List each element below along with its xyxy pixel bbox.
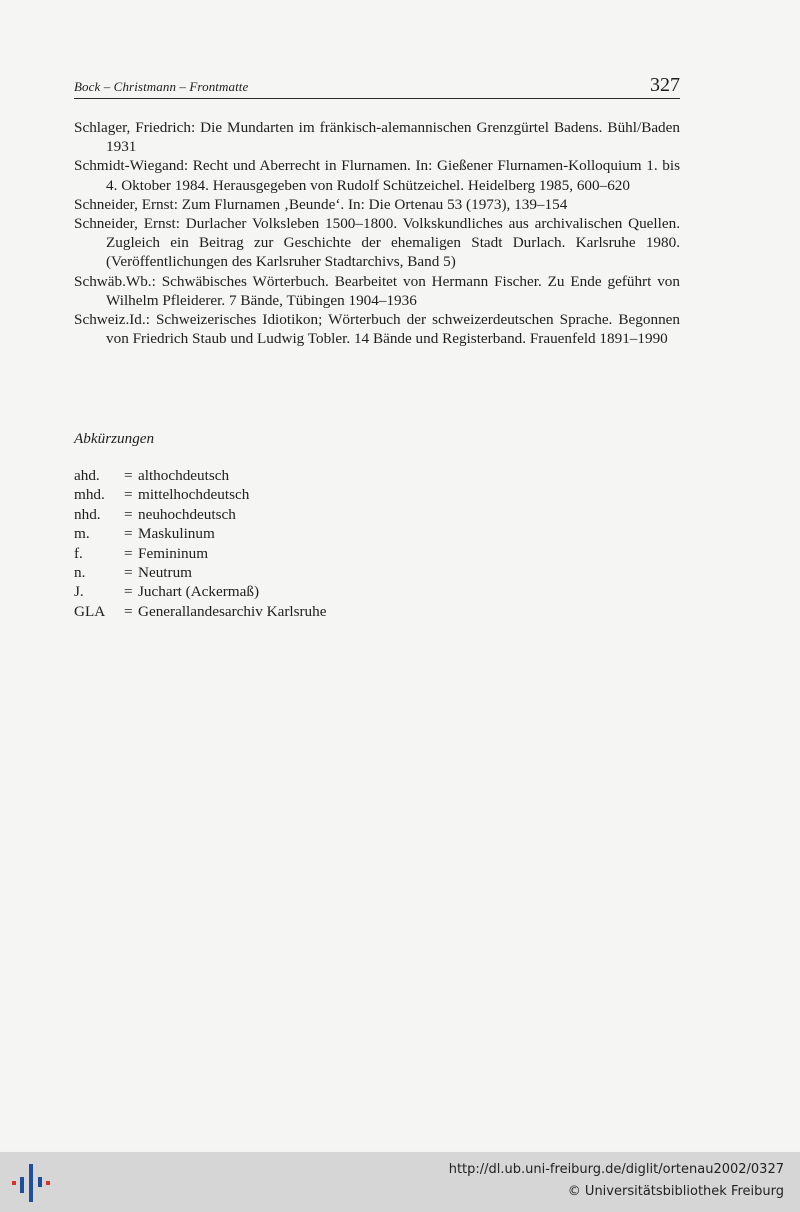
abbreviation-row [74, 602, 327, 621]
abbreviation-meaning: Femininum [138, 544, 209, 562]
abbreviation-row [74, 485, 327, 504]
equals-sign: = [124, 525, 133, 543]
equals-sign: = [124, 564, 133, 582]
abbreviation-row [74, 563, 327, 582]
permalink-url[interactable]: http://dl.ub.uni-freiburg.de/diglit/ortenau2002/0327 [448, 1162, 784, 1177]
logo-bar-red-right [46, 1181, 50, 1185]
logo-bar-blue-tall [29, 1164, 33, 1202]
logo-bar-blue-short [20, 1177, 24, 1193]
abbreviations-heading: Abkürzungen [74, 430, 155, 447]
abbreviation: m. [74, 525, 90, 543]
abbreviation-row [74, 582, 327, 601]
equals-sign: = [124, 486, 133, 504]
abbreviation-row [74, 505, 327, 524]
abbreviation-row [74, 524, 327, 543]
bibliography-entry: Schweiz.Id.: Schweizerisches Idiotikon; Wörterbuch der schweizerdeutschen Sprache. Begonnen von Friedrich Staub und Ludwig Tobler. 14 Bände und Registerband. Frauenfeld 1891–1990 [74, 311, 680, 348]
abbreviations-list [74, 466, 327, 621]
abbreviation-meaning: Neutrum [138, 564, 192, 582]
abbreviation-meaning: Juchart (Ackermaß) [138, 583, 260, 601]
library-logo-icon [12, 1164, 52, 1202]
equals-sign: = [124, 602, 133, 620]
equals-sign: = [124, 583, 133, 601]
abbreviation-meaning: neuhochdeutsch [138, 505, 236, 523]
page-header [74, 74, 680, 99]
abbreviation-meaning: althochdeutsch [138, 467, 230, 484]
bibliography-list [74, 118, 680, 348]
page-number: 327 [650, 74, 680, 96]
equals-sign: = [124, 467, 133, 484]
abbreviation: mhd. [74, 486, 105, 504]
abbreviation: n. [74, 564, 86, 582]
abbreviation: f. [74, 544, 83, 562]
bibliography-entry: Schwäb.Wb.: Schwäbisches Wörterbuch. Bearbeitet von Hermann Fischer. Zu Ende geführt von Wilhelm Pfleiderer. 7 Bände, Tübingen 1904–1936 [74, 272, 680, 309]
logo-bar-red-left [12, 1181, 16, 1185]
copyright-notice: © Universitätsbibliothek Freiburg [567, 1184, 784, 1199]
equals-sign: = [124, 544, 133, 562]
abbreviation-meaning: Maskulinum [138, 525, 215, 543]
running-head: Bock – Christmann – Frontmatte [74, 79, 249, 94]
abbreviation: ahd. [74, 467, 100, 484]
abbreviation-meaning: mittelhochdeutsch [138, 486, 250, 504]
abbreviation: GLA [74, 602, 106, 620]
equals-sign: = [124, 505, 133, 523]
abbreviation: J. [74, 583, 84, 601]
abbreviation-meaning: Generallandesarchiv Karlsruhe [138, 602, 327, 620]
abbreviation-row [74, 544, 327, 563]
abbreviation: nhd. [74, 505, 101, 523]
bibliography-entry: Schlager, Friedrich: Die Mundarten im fränkisch-alemannischen Grenzgürtel Badens. Bühl/Baden 1931 [74, 119, 680, 156]
bibliography-entry: Schneider, Ernst: Zum Flurnamen ‚Beunde‘. In: Die Ortenau 53 (1973), 139–154 [74, 195, 568, 213]
logo-bar-blue-mid [38, 1177, 42, 1187]
bibliography-entry: Schneider, Ernst: Durlacher Volksleben 1500–1800. Volkskundliches aus archivalischen Quellen. Zugleich ein Beitrag zur Geschichte der ehemaligen Stadt Durlach. Karlsruhe 1980. (Veröffentlichungen des Karlsruher Stadtarchivs, Band 5) [74, 215, 680, 271]
bibliography-entry: Schmidt-Wiegand: Recht und Aberrecht in Flurnamen. In: Gießener Flurnamen-Kolloquium 1. bis 4. Oktober 1984. Herausgegeben von Rudolf Schützeichel. Heidelberg 1985, 600–620 [74, 157, 680, 194]
library-footer [0, 1152, 800, 1212]
abbreviation-row [74, 466, 327, 485]
